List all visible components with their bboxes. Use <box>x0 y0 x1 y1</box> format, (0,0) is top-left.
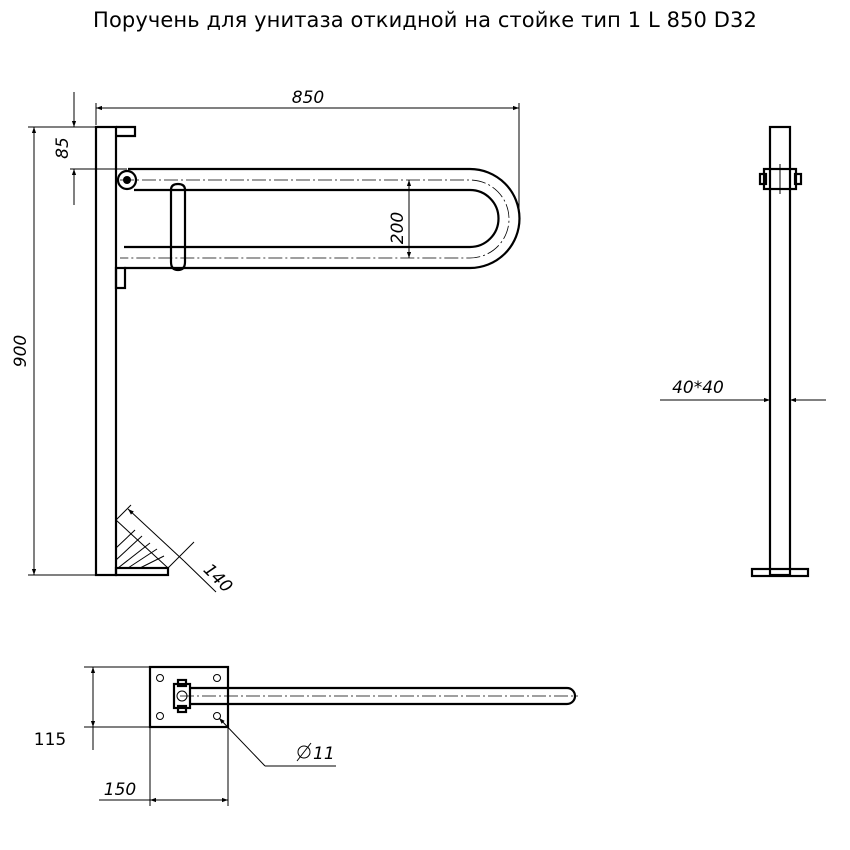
front-view <box>11 88 519 597</box>
top-bracket <box>116 127 135 136</box>
dim-900: 900 <box>11 334 31 368</box>
top-view <box>34 667 578 806</box>
dim-115: 115 <box>33 730 67 750</box>
mounting-hole <box>214 675 221 682</box>
lower-clip <box>116 268 125 288</box>
dim-150: 150 <box>103 780 137 800</box>
dim-hole-diameter: 11 <box>313 744 335 764</box>
diameter-symbol <box>297 743 311 761</box>
handrail-loop <box>124 169 519 268</box>
base-gusset <box>116 520 168 568</box>
mounting-hole <box>157 713 164 720</box>
post <box>96 127 116 575</box>
dim-850: 850 <box>291 88 325 108</box>
hinge-pin <box>123 176 131 184</box>
dim-40x40: 40*40 <box>672 378 724 398</box>
side-post <box>770 127 790 575</box>
handrail-loop-inner <box>124 190 499 247</box>
dim-200: 200 <box>388 211 408 245</box>
rail-spacer <box>171 184 185 270</box>
dim-140: 140 <box>198 559 237 598</box>
side-base-plate <box>752 569 808 576</box>
drawing-title: Поручень для унитаза откидной на стойке тип 1 L 850 D32 <box>93 8 757 32</box>
side-view <box>660 127 826 576</box>
dim-85: 85 <box>53 137 73 159</box>
base-plate <box>116 568 168 575</box>
mounting-hole <box>157 675 164 682</box>
